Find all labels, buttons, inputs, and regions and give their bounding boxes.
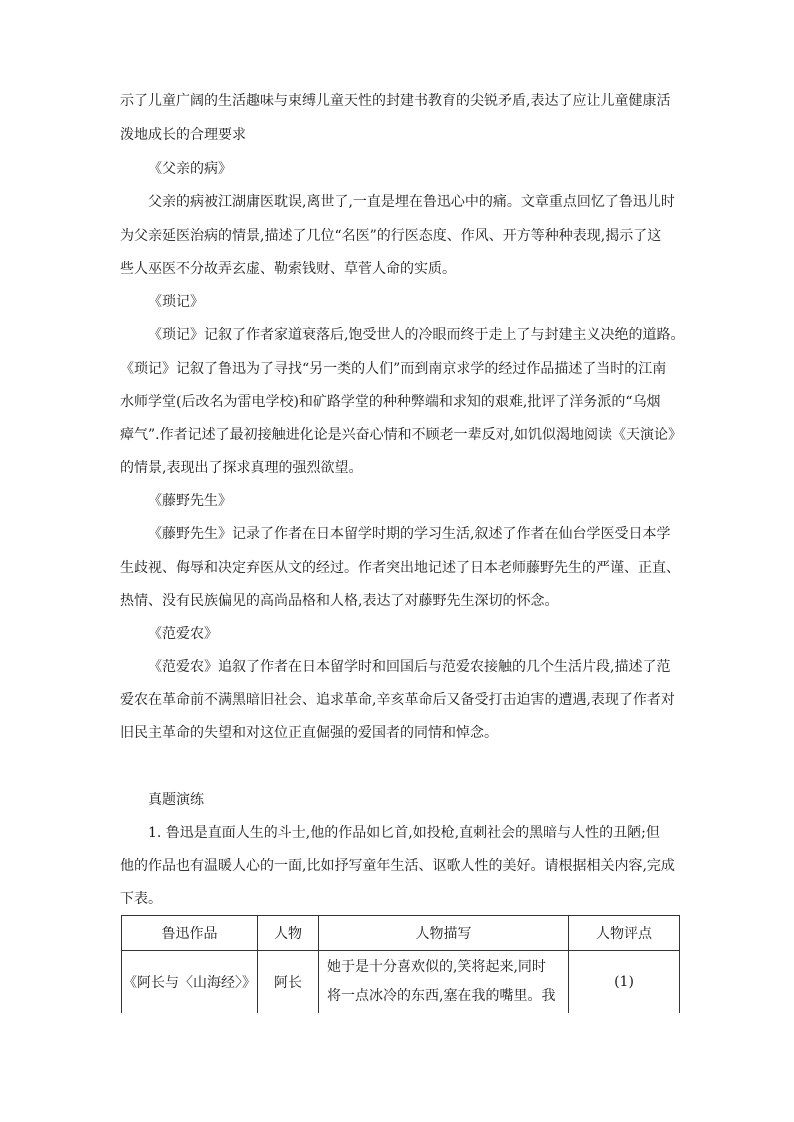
paragraph-line: 爱农在革命前不满黑暗旧社会、追求革命,辛亥革命后又备受打击迫害的遭遇,表现了作者对 bbox=[120, 692, 675, 708]
section-heading-fan: 《范爱农》 bbox=[148, 626, 218, 642]
paragraph-line: 示了儿童广阔的生活趣味与束缚儿童天性的封建书教育的尖锐矛盾,表达了应让儿童健康活 bbox=[120, 93, 671, 109]
question-line: 1. 鲁迅是直面人生的斗士,他的作品如匕首,如投枪,直刺社会的黑暗与人性的丑陋;但 bbox=[148, 825, 660, 841]
section-heading-father: 《父亲的病》 bbox=[148, 161, 232, 177]
paragraph-line: 《琐记》记叙了鲁迅为了寻找“另一类的人们”而到南京求学的经过作品描述了当时的江南 bbox=[120, 361, 667, 377]
paragraph-line: 父亲的病被江湖庸医耽误,离世了,一直是埋在鲁迅心中的痛。文章重点回忆了鲁迅儿时 bbox=[148, 194, 675, 210]
paragraph-line: 为父亲延医治病的情景,描述了几位“名医”的行医态度、作风、开方等种种表现,揭示了这 bbox=[120, 228, 662, 244]
description-line: 将一点冰冷的东西,塞在我的嘴里。我 bbox=[327, 988, 556, 1004]
works-table bbox=[121, 915, 680, 1013]
paragraph-line: 瘴气”.作者记述了最初接触进化论是兴奋心情和不顾老一辈反对,如饥似渴地阅读《天演论》 bbox=[120, 427, 683, 443]
paragraph-line: 些人巫医不分故弄玄虚、勒索钱财、草菅人命的实质。 bbox=[120, 261, 456, 277]
paragraph-line: 的情景,表现出了探求真理的强烈欲望。 bbox=[120, 460, 363, 476]
header-work: 鲁迅作品 bbox=[122, 916, 258, 951]
paragraph-line: 泼地成长的合理要求 bbox=[120, 127, 246, 143]
cell-work: 《阿长与〈山海经〉》 bbox=[122, 951, 258, 1014]
header-comment: 人物评点 bbox=[569, 916, 680, 951]
header-person: 人物 bbox=[258, 916, 319, 951]
table-header-row bbox=[122, 916, 680, 951]
exercise-title: 真题演练 bbox=[148, 792, 204, 808]
cell-comment-blank[interactable]: (1) bbox=[569, 951, 680, 1014]
paragraph-line: 生歧视、侮辱和决定弃医从文的经过。作者突出地记述了日本老师藤野先生的严谨、正直、 bbox=[120, 560, 680, 576]
cell-description bbox=[319, 951, 569, 1014]
paragraph-line: 水师学堂(后改名为雷电学校)和矿路学堂的种种弊端和求知的艰难,批评了洋务派的“乌烟 bbox=[120, 394, 661, 410]
cell-person: 阿长 bbox=[258, 951, 319, 1014]
question-line: 他的作品也有温暖人心的一面,比如抒写童年生活、讴歌人性的美好。请根据相关内容,完成 bbox=[120, 858, 675, 874]
paragraph-line: 《藤野先生》记录了作者在日本留学时期的学习生活,叙述了作者在仙台学医受日本学 bbox=[148, 526, 671, 542]
question-line: 下表。 bbox=[120, 891, 162, 907]
description-line: 她于是十分喜欢似的,笑将起来,同时 bbox=[327, 959, 546, 975]
section-heading-fujino: 《藤野先生》 bbox=[148, 493, 232, 509]
paragraph-line: 《琐记》记叙了作者家道衰落后,饱受世人的冷眼而终于走上了与封建主义决绝的道路。 bbox=[148, 327, 685, 343]
section-heading-suoji: 《琐记》 bbox=[148, 294, 204, 310]
paragraph-line: 《范爱农》追叙了作者在日本留学时和回国后与范爱农接触的几个生活片段,描述了范 bbox=[148, 659, 671, 675]
table-row bbox=[122, 951, 680, 1014]
header-description: 人物描写 bbox=[319, 916, 569, 951]
paragraph-line: 热情、没有民族偏见的高尚品格和人格,表达了对藤野先生深切的怀念。 bbox=[120, 593, 559, 609]
paragraph-line: 旧民主革命的失望和对这位正直倔强的爱国者的同情和悼念。 bbox=[120, 725, 498, 741]
